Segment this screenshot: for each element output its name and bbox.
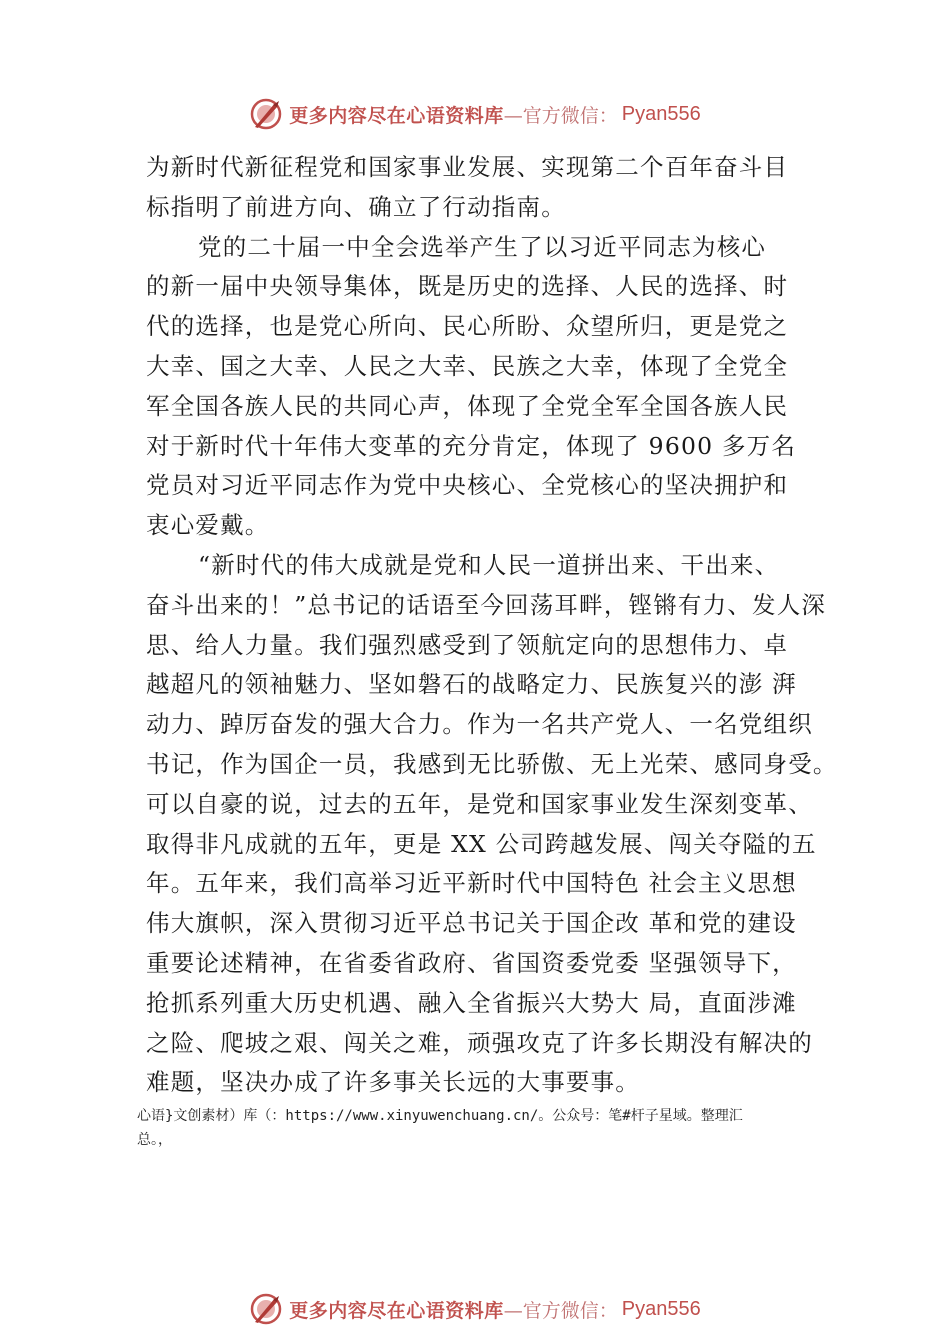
quill-seal-icon <box>249 97 283 131</box>
text-line: 代的选择，也是党心所向、民心所盼、众望所归，更是党之 <box>146 312 789 341</box>
text-line: 重要论述精神，在省委省政府、省国资委党委 坚强领导下， <box>146 948 797 977</box>
text-line: 年。五年来，我们高举习近平新时代中国特色 社会主义思想 <box>146 869 797 898</box>
text-line: 动力、踔厉奋发的强大合力。作为一名共产党人、一名党组织 <box>146 710 813 739</box>
text-line: 难题，坚决办成了许多事关长远的大事要事。 <box>146 1068 640 1097</box>
text-line: “新时代的伟大成就是党和人民一道拼出来、干出来、 <box>198 550 780 579</box>
footer-banner <box>0 1289 950 1329</box>
header-banner <box>0 94 950 134</box>
text-line: 的新一届中央领导集体，既是历史的选择、人民的选择、时 <box>146 272 789 301</box>
article-body <box>146 148 846 1103</box>
text-line: 越超凡的领袖魅力、坚如磐石的战略定力、民族复兴的澎 湃 <box>146 670 797 699</box>
text-line: 对于新时代十年伟大变革的充分肯定，体现了 9600 多万名 <box>146 431 797 460</box>
text-line: 取得非凡成就的五年，更是 XX 公司跨越发展、闯关夺隘的五 <box>146 829 817 858</box>
text-line: 党员对习近平同志作为党中央核心、全党核心的坚决拥护和 <box>146 471 789 500</box>
banner-wechat-id: Pyan556 <box>621 102 701 125</box>
text-line: 军全国各族人民的共同心声，体现了全党全军全国各族人民 <box>146 391 789 420</box>
banner-wechat-id: Pyan556 <box>621 1297 701 1320</box>
text-line: 伟大旗帜，深入贯彻习近平总书记关于国企改 革和党的建设 <box>146 909 797 938</box>
banner-separator: —官方微信： <box>503 1299 618 1322</box>
text-line: 衷心爱戴。 <box>146 511 270 540</box>
text-line: 党的二十届一中全会选举产生了以习近平同志为核心 <box>198 232 767 261</box>
banner-separator: —官方微信： <box>503 104 618 127</box>
footnote-line: 心语}文创素材）库（：https://www.xinyuwenchuang.cn/。公众号：笔#杆子星域。整理汇 <box>137 1108 743 1124</box>
footnote-line: 总。， <box>137 1132 172 1148</box>
text-line: 书记，作为国企一员，我感到无比骄傲、无上光荣、感同身受。 <box>146 749 838 778</box>
source-footnote <box>137 1104 837 1152</box>
banner-brand: 更多内容尽在心语资料库 <box>289 104 504 127</box>
text-line: 大幸、国之大幸、人民之大幸、民族之大幸，体现了全党全 <box>146 351 789 380</box>
text-line: 抢抓系列重大历史机遇、融入全省振兴大势大 局，直面涉滩 <box>146 988 797 1017</box>
banner-brand: 更多内容尽在心语资料库 <box>289 1299 504 1322</box>
text-line: 标指明了前进方向、确立了行动指南。 <box>146 192 566 221</box>
text-line: 之险、爬坡之艰、闯关之难，顽强攻克了许多长期没有解决的 <box>146 1028 813 1057</box>
text-line: 为新时代新征程党和国家事业发展、实现第二个百年奋斗目 <box>146 153 789 181</box>
quill-seal-icon <box>249 1292 283 1326</box>
text-line: 思、给人力量。我们强烈感受到了领航定向的思想伟力、卓 <box>146 630 789 659</box>
text-line: 可以自豪的说，过去的五年，是党和国家事业发生深刻变革、 <box>146 789 813 818</box>
text-line: 奋斗出来的！”总书记的话语至今回荡耳畔，铿锵有力、发人深 <box>146 590 827 619</box>
